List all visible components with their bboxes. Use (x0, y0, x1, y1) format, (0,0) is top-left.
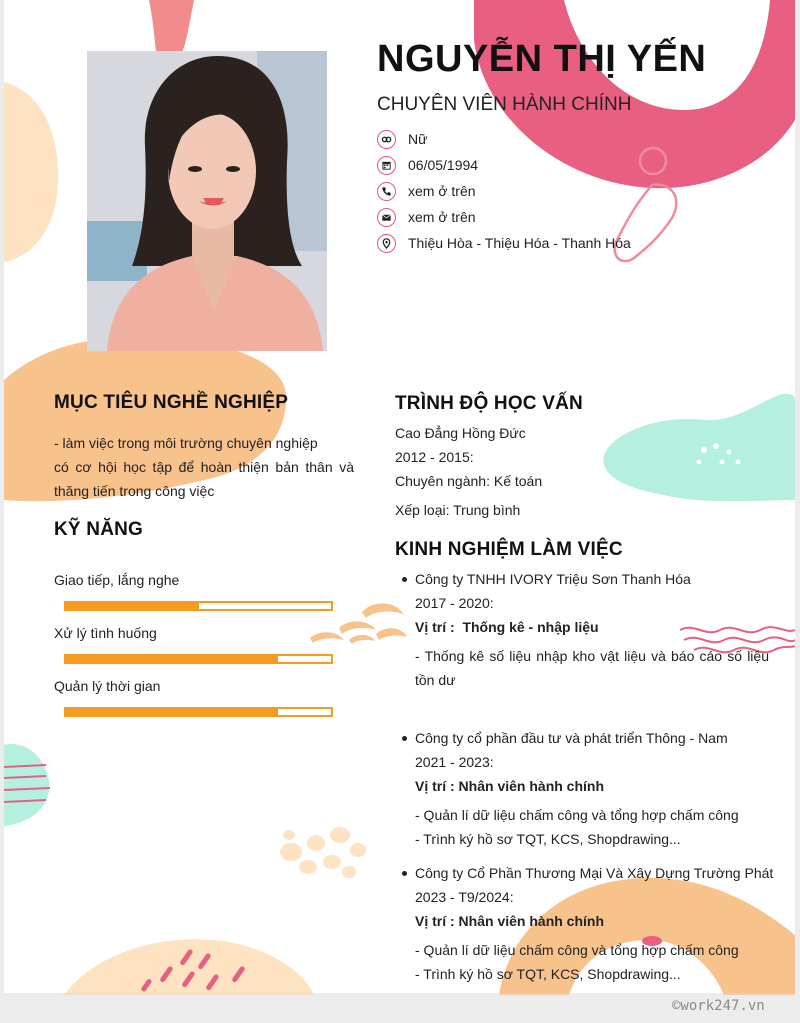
job-position: Vị trí : Thống kê - nhập liệu (415, 619, 599, 635)
bullet-marker (402, 736, 407, 741)
peach-bottom-blob (64, 939, 314, 995)
job-duty: - Trình ký hồ sơ TQT, KCS, Shopdrawing... (415, 966, 681, 982)
skill-bar (64, 707, 333, 717)
bullet-marker (402, 871, 407, 876)
skill-label: Xử lý tình huống (54, 625, 157, 641)
education-major: Chuyên ngành: Kế toán (395, 473, 543, 489)
job-title: CHUYÊN VIÊN HÀNH CHÍNH (377, 94, 632, 115)
watermark: ©work247.vn (672, 998, 765, 1014)
phone-icon (377, 182, 396, 201)
contact-address (377, 233, 631, 253)
objective-text (54, 431, 354, 503)
skills-title: KỸ NĂNG (54, 519, 144, 540)
portrait-illustration (87, 51, 327, 351)
job-position: Vị trí : Nhân viên hành chính (415, 778, 605, 794)
contact-phone-text: xem ở trên (408, 183, 476, 199)
mint-left-shape (4, 744, 49, 826)
profile-photo (87, 51, 327, 351)
candidate-name: NGUYỄN THỊ YẾN (377, 38, 707, 80)
job-period: 2017 - 2020: (415, 595, 494, 611)
education-rank: Xếp loại: Trung bình (395, 502, 521, 518)
education-school: Cao Đẳng Hồng Đức (395, 425, 526, 441)
objective-title: MỤC TIÊU NGHỀ NGHIỆP (54, 392, 289, 413)
skill-bar-fill (66, 709, 278, 715)
contact-gender-text: Nữ (408, 131, 428, 147)
bullet-marker (402, 577, 407, 582)
job-duty: - Thống kê số liệu nhập kho vật liệu và báo cáo số liệu (415, 648, 769, 664)
objective-line: có cơ hội học tập để hoàn thiện bản thân và (54, 459, 354, 475)
skill-bar-fill (66, 656, 278, 662)
job-duty: - Quản lí dữ liệu chấm công và tổng hợp chấm công (415, 807, 739, 823)
job-duty: tồn dư (415, 672, 456, 688)
job-duty: - Quản lí dữ liệu chấm công và tổng hợp chấm công (415, 942, 739, 958)
job-duty: - Trình ký hồ sơ TQT, KCS, Shopdrawing... (415, 831, 681, 847)
contact-birthdate-text: 06/05/1994 (408, 157, 479, 173)
job-company: Công ty cổ phần đầu tư và phát triển Thông - Nam (415, 730, 728, 746)
pink-stroke-shape (149, 0, 194, 52)
contact-address-text: Thiệu Hòa - Thiệu Hóa - Thanh Hóa (408, 235, 631, 251)
contact-email (377, 207, 476, 227)
cv-page (4, 0, 795, 995)
skill-label: Quản lý thời gian (54, 678, 161, 694)
peach-dots (280, 827, 366, 878)
contact-phone (377, 181, 476, 201)
gender-icon (377, 130, 396, 149)
objective-line: thăng tiến trong công việc (54, 483, 215, 499)
contact-email-text: xem ở trên (408, 209, 476, 225)
skill-bar (64, 601, 333, 611)
skill-label: Giao tiếp, lắng nghe (54, 572, 180, 588)
email-icon (377, 208, 396, 227)
contact-birthdate (377, 155, 478, 175)
calendar-icon (377, 156, 396, 175)
education-title: TRÌNH ĐỘ HỌC VẤN (395, 393, 583, 414)
job-period: 2023 - T9/2024: (415, 889, 514, 905)
location-icon (377, 234, 396, 253)
job-period: 2021 - 2023: (415, 754, 494, 770)
objective-line: - làm việc trong môi trường chuyên nghiệp (54, 435, 318, 451)
education-period: 2012 - 2015: (395, 449, 474, 465)
mint-blob-shape (603, 394, 795, 501)
experience-title: KINH NGHIỆM LÀM VIỆC (395, 539, 623, 560)
skill-bar-fill (66, 603, 199, 609)
peach-left-shape (4, 82, 58, 262)
job-company: Công ty Cổ Phần Thương Mại Và Xây Dựng Trường Phát (415, 865, 774, 881)
contact-gender (377, 129, 427, 149)
job-company: Công ty TNHH IVORY Triệu Sơn Thanh Hóa (415, 571, 691, 587)
job-position: Vị trí : Nhân viên hành chính (415, 913, 605, 929)
skill-bar (64, 654, 333, 664)
